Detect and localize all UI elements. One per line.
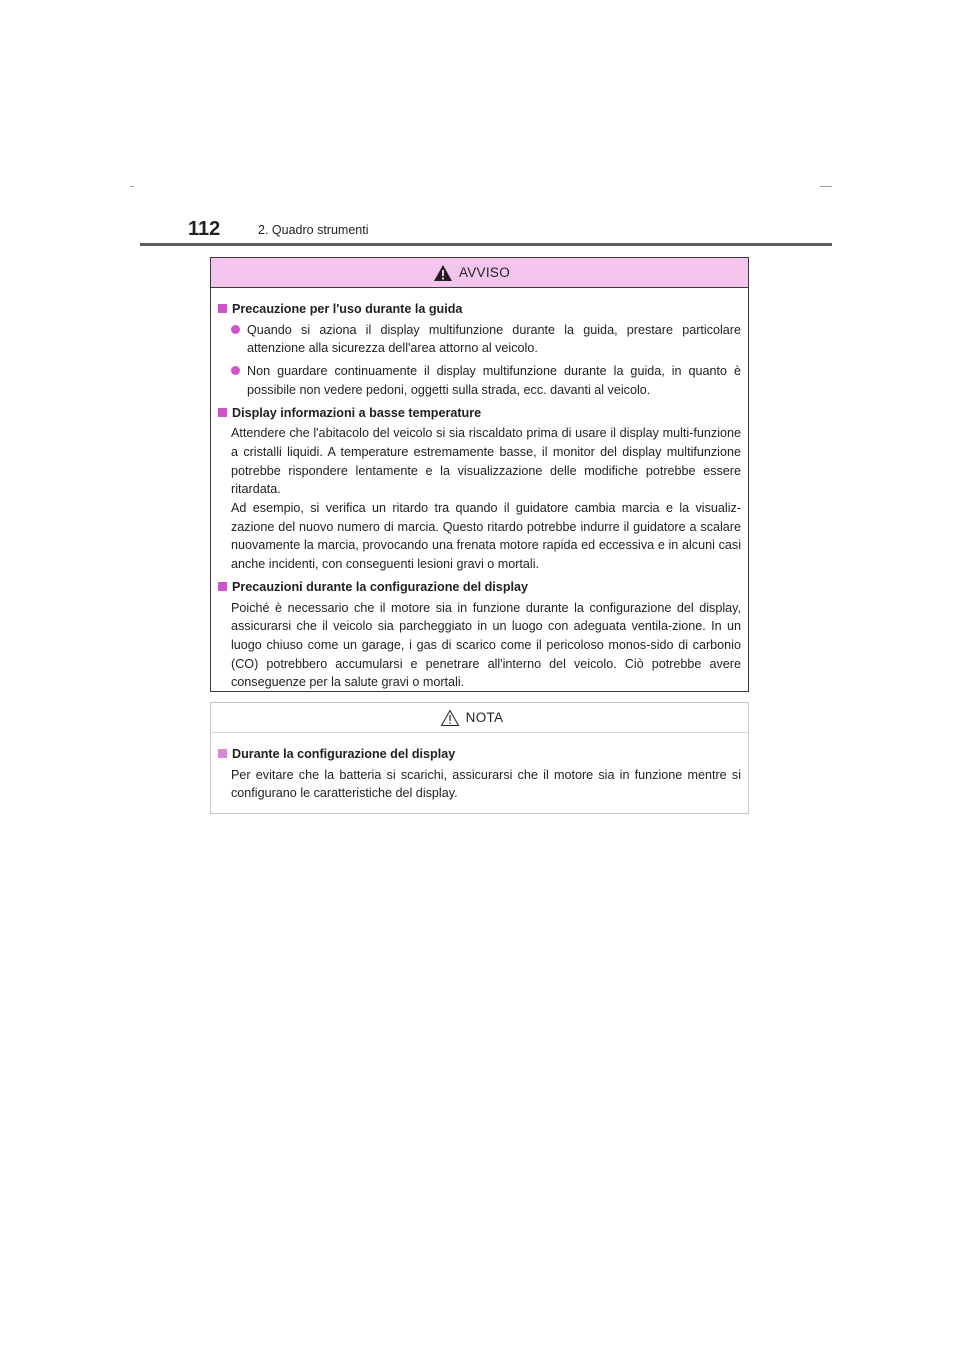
square-bullet-icon (218, 304, 227, 313)
page-header (140, 212, 832, 248)
note-box (210, 702, 749, 814)
warning-body (211, 288, 748, 692)
paragraph: Per evitare che la batteria si scarichi, assicurarsi che il motore sia in funzione mentre si configurano le caratteristiche del display. (231, 767, 741, 801)
section-heading: Display informazioni a basse temperature (218, 404, 741, 423)
warning-triangle-icon (433, 264, 453, 282)
warning-box-header (211, 258, 748, 288)
note-box-header (211, 703, 748, 733)
square-bullet-icon (218, 408, 227, 417)
section-heading: Durante la configurazione del display (218, 745, 741, 764)
note-body (211, 733, 748, 803)
paragraph: Ad esempio, si verifica un ritardo tra quando il guidatore cambia marcia e la visualiz-zazione del nuovo numero di marcia. Questo ritardo potrebbe indurre il guidatore a scalare nuovamente la marcia, provocando una frenata motore rapida ed eccessiva e in alcuni casi anche incidenti, con conseguenti lesioni gravi o mortali. (231, 501, 741, 572)
warning-title: AVVISO (458, 265, 511, 280)
warning-box (210, 257, 749, 692)
crop-mark-right (820, 186, 832, 187)
list-item: Quando si aziona il display multifunzione durante la guida, prestare particolare attenzione alla sicurezza dell'area attorno al veicolo. (218, 321, 741, 358)
header-rule (140, 243, 832, 246)
page-number: 112 (188, 218, 221, 240)
warning-section-driving (218, 300, 741, 400)
warning-section-configuration (218, 578, 741, 692)
square-bullet-icon (218, 749, 227, 758)
list-item: Non guardare continuamente il display multifunzione durante la guida, in quanto è possibile non vedere pedoni, oggetti sulla strada, ecc. davanti al veicolo. (218, 362, 741, 399)
note-title: NOTA (465, 710, 504, 725)
note-section-configuration (218, 745, 741, 803)
round-bullet-icon (231, 366, 240, 375)
square-bullet-icon (218, 582, 227, 591)
paragraph: Attendere che l'abitacolo del veicolo si sia riscaldato prima di usare il display multi-funzione a cristalli liquidi. A temperature estremamente basse, il monitor del display multifunzione potrebbe rispondere lentamente e la visualizzazione delle modifiche potrebbe essere ritardata. (231, 426, 741, 497)
section-heading: Precauzione per l'uso durante la guida (218, 300, 741, 319)
warning-section-low-temperature (218, 404, 741, 574)
section-heading: Precauzioni durante la configurazione del display (218, 578, 741, 597)
paragraph: Poiché è necessario che il motore sia in funzione durante la configurazione del display, assicurarsi che il veicolo sia parcheggiato in un luogo con adeguata ventila-zione. In un luogo chiuso come un garage, i gas di scarico come il pericoloso monos-sido di carbonio (CO) potrebbero accumularsi e penetrare all'interno del veicolo. Ciò potrebbe avere conseguenze per la salute gravi o mortali. (231, 600, 741, 690)
chapter-title: 2. Quadro strumenti (258, 223, 369, 237)
round-bullet-icon (231, 325, 240, 334)
note-triangle-icon (440, 709, 460, 727)
crop-mark-left (130, 186, 134, 187)
